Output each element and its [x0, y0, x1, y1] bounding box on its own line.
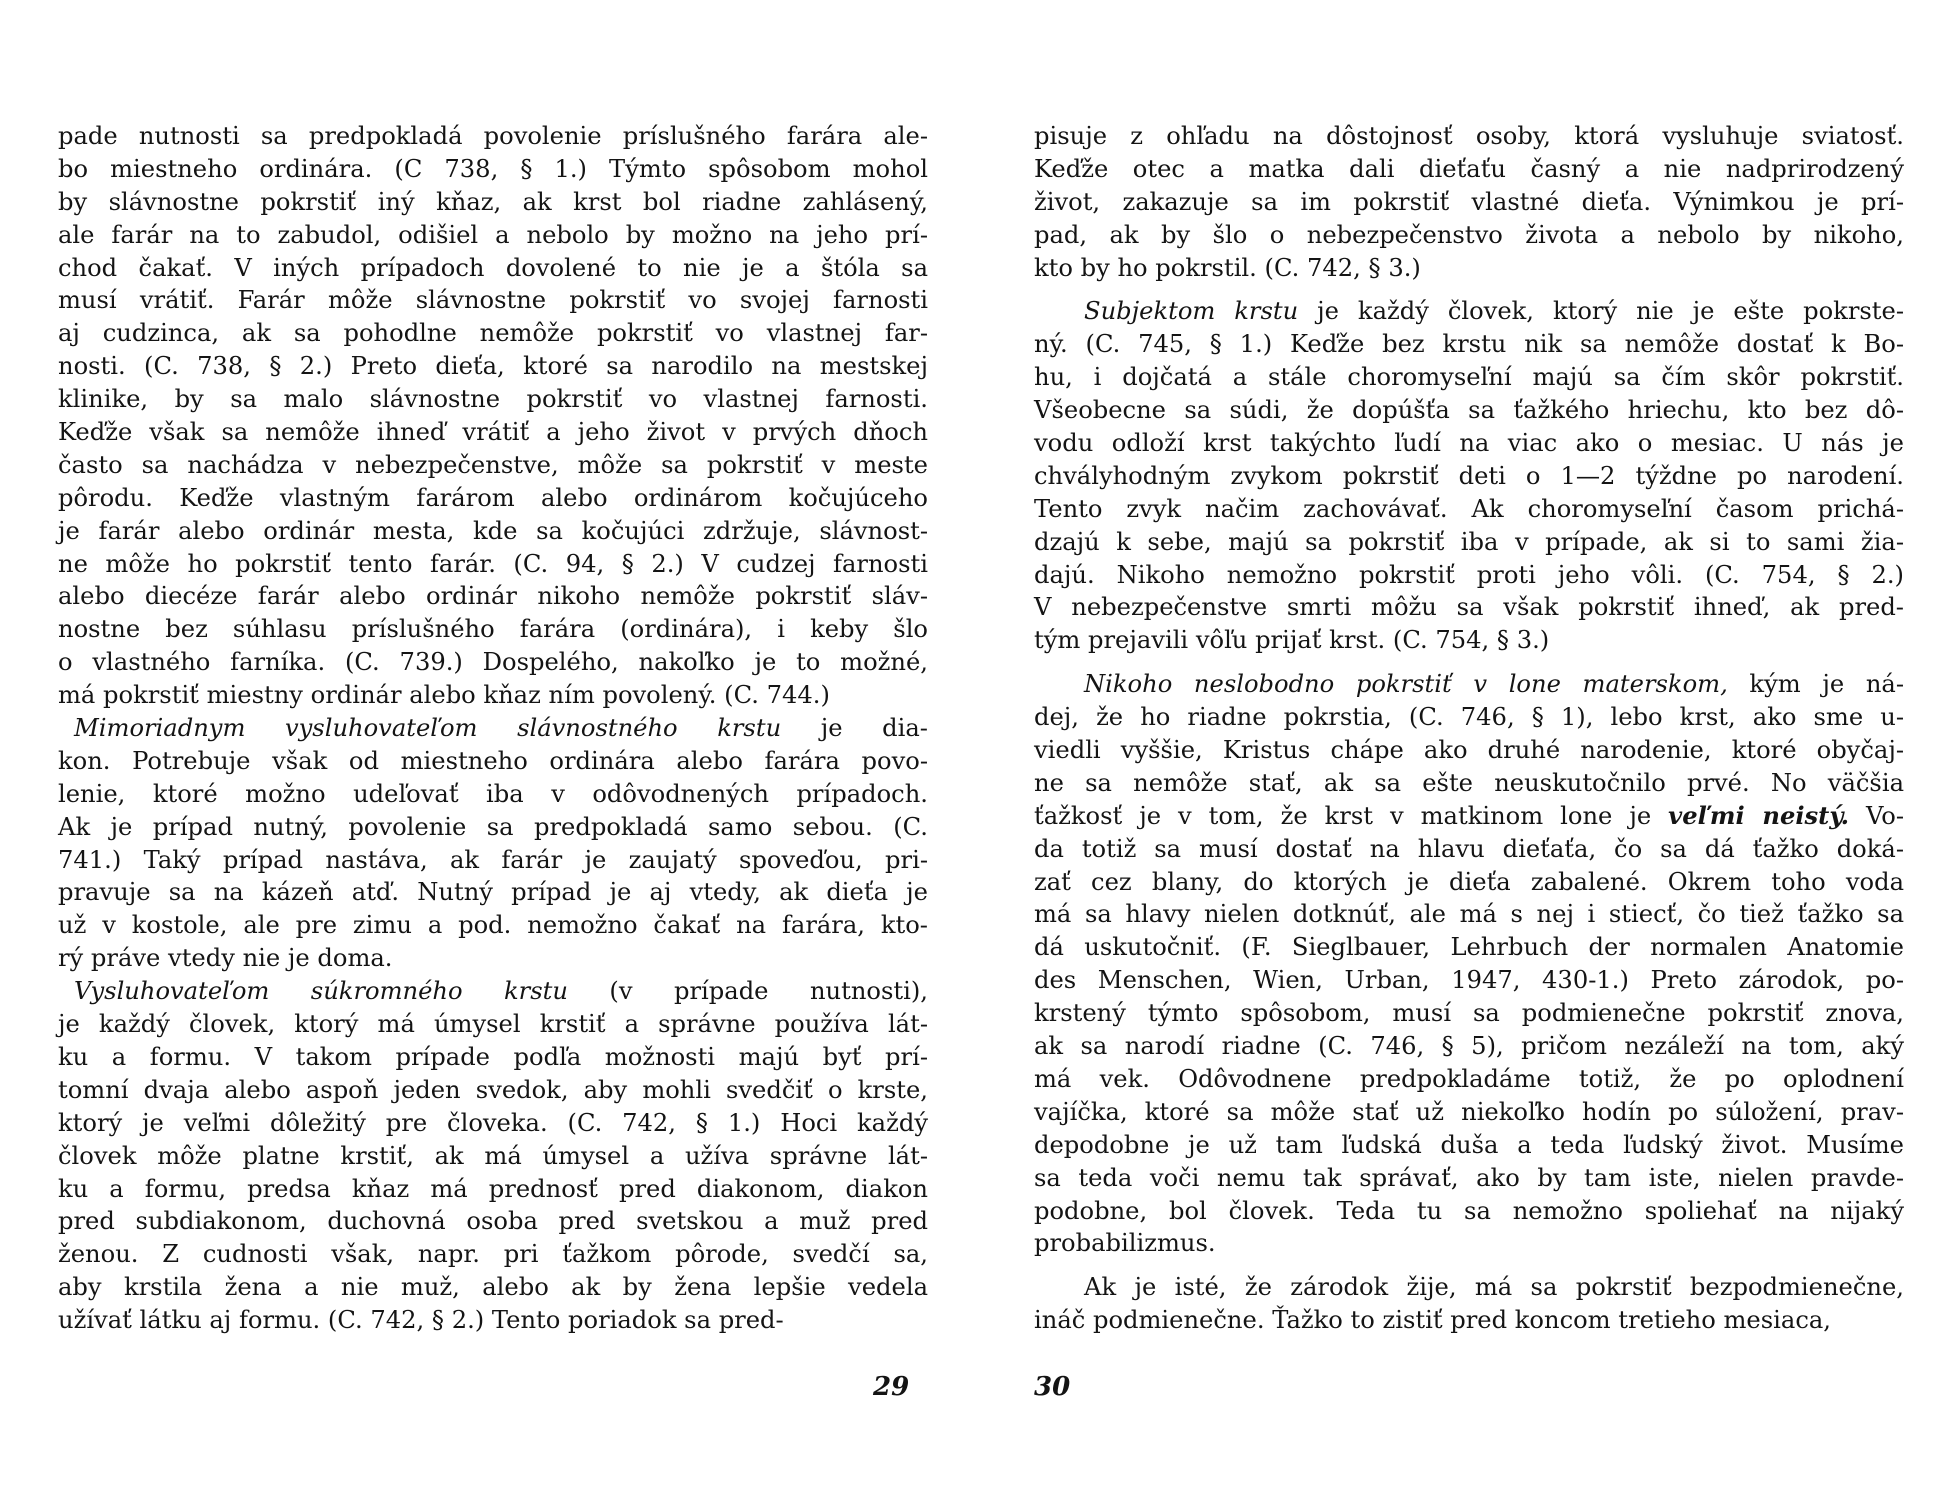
text-line	[1034, 931, 1904, 964]
line-text: aj cudzinca, ak sa pohodlne nemôže pokrstiť vo vlastnej far-	[58, 319, 928, 348]
text-line	[1034, 252, 1904, 285]
text-line	[1034, 1304, 1904, 1337]
text-line	[58, 350, 928, 383]
emphasized-text: veľmi neistý.	[1668, 800, 1850, 830]
text-line	[58, 1074, 928, 1107]
emphasized-text: Nikoho neslobodno pokrstiť v lone materskom,	[1084, 670, 1728, 699]
line-text: probabilizmus.	[1034, 1229, 1216, 1258]
line-text: chod čakať. V iných prípadoch dovolené to nie je a štóla sa	[58, 253, 928, 282]
left-page	[58, 120, 928, 1337]
text-line	[1034, 559, 1904, 592]
line-text: ne môže ho pokrstiť tento farár. (C. 94, § 2.) V cudzej farnosti	[58, 549, 928, 578]
line-text: lenie, ktoré možno udeľovať iba v odôvodnených prípadoch.	[58, 779, 928, 808]
line-text: je dia-	[781, 714, 928, 743]
text-line	[1034, 767, 1904, 800]
line-text: Tento zvyk načim zachovávať. Ak choromyseľní časom prichá-	[1034, 494, 1904, 523]
line-text: ináč podmienečne. Ťažko to zistiť pred koncom tretieho mesiaca,	[1034, 1306, 1831, 1335]
text-line	[58, 548, 928, 581]
text-line	[1034, 1195, 1904, 1228]
text-line	[1034, 701, 1904, 734]
line-text: podobne, bol človek. Teda tu sa nemožno spoliehať na nijaký	[1034, 1196, 1904, 1225]
line-text: ný. (C. 745, § 1.) Keďže bez krstu nik sa nemôže dostať k Bo-	[1034, 330, 1904, 359]
line-text: Keďže otec a matka dali dieťaťu časný a nie nadprirodzený	[1034, 154, 1904, 183]
line-text: aby krstila žena a nie muž, alebo ak by žena lepšie vedela	[58, 1273, 928, 1302]
line-text: rý práve vtedy nie je doma.	[58, 944, 393, 973]
line-text: pravuje sa na kázeň atď. Nutný prípad je aj vtedy, ak dieťa je	[58, 878, 928, 907]
text-line	[58, 909, 928, 942]
line-text: klinike, by sa malo slávnostne pokrstiť vo vlastnej farnosti.	[58, 385, 928, 414]
line-text: ku a formu, predsa kňaz má prednosť pred diakonom, diakon	[58, 1174, 928, 1203]
text-line	[1034, 186, 1904, 219]
line-text: Ak je isté, že zárodok žije, má sa pokrstiť bezpodmienečne,	[1084, 1273, 1904, 1302]
line-text: často sa nachádza v nebezpečenstve, môže sa pokrstiť v meste	[58, 450, 928, 479]
text-line	[58, 1238, 928, 1271]
text-line	[58, 1107, 928, 1140]
line-text: vajíčka, ktoré sa môže stať už niekoľko hodín po súložení, prav-	[1034, 1097, 1904, 1126]
line-text: ale farár na to zabudol, odišiel a nebolo by možno na jeho prí-	[58, 220, 928, 249]
text-line	[1034, 800, 1904, 833]
line-text: Vo-	[1849, 801, 1905, 830]
line-text: pad, ak by šlo o nebezpečenstvo života a nebolo by nikoho,	[1034, 220, 1904, 249]
text-line	[58, 1041, 928, 1074]
line-text: 741.) Taký prípad nastáva, ak farár je zaujatý spoveďou, pri-	[58, 845, 928, 874]
emphasized-text: Subjektom krstu	[1084, 297, 1299, 326]
text-line	[1034, 898, 1904, 931]
line-text: tým prejavili vôľu prijať krst. (C. 754, § 3.)	[1034, 626, 1550, 655]
line-text: vodu odloží krst takýchto ľudí na viac ako o mesiac. U nás je	[1034, 429, 1904, 458]
text-line	[1034, 1162, 1904, 1195]
line-text: má pokrstiť miestny ordinár alebo kňaz ním povolený. (C. 744.)	[58, 681, 830, 710]
line-text: ťažkosť je v tom, že krst v matkinom lone je	[1034, 801, 1669, 830]
text-line	[58, 942, 928, 975]
text-line	[58, 1304, 928, 1337]
line-text: depodobne je už tam ľudská duša a teda ľudský život. Musíme	[1034, 1130, 1904, 1159]
line-text: V nebezpečenstve smrti môžu sa však pokrstiť ihneď, ak pred-	[1034, 593, 1904, 622]
text-line	[58, 186, 928, 219]
line-text: krstený týmto spôsobom, musí sa podmienečne pokrstiť znova,	[1034, 999, 1904, 1028]
text-line	[58, 120, 928, 153]
line-text: by slávnostne pokrstiť iný kňaz, ak krst bol riadne zahlásený,	[58, 187, 928, 216]
line-text: sa teda voči nemu tak správať, ako by tam iste, nielen pravde-	[1034, 1163, 1904, 1192]
text-line	[58, 153, 928, 186]
text-line	[1034, 866, 1904, 899]
text-line	[1034, 1030, 1904, 1063]
line-text: hu, i dojčatá a stále choromyseľní majú sa čím skôr pokrstiť.	[1034, 363, 1904, 392]
text-line	[1034, 328, 1904, 361]
line-text: dzajú k sebe, majú sa pokrstiť iba v prípade, ak si to sami žia-	[1034, 527, 1904, 556]
line-text: pisuje z ohľadu na dôstojnosť osoby, ktorá vysluhuje sviatosť.	[1034, 122, 1904, 150]
text-line	[1034, 427, 1904, 460]
line-text: dej, že ho riadne pokrstia, (C. 746, § 1), lebo krst, ako sme u-	[1034, 703, 1904, 732]
text-line	[1034, 997, 1904, 1030]
text-line	[58, 1008, 928, 1041]
line-text: život, zakazuje sa im pokrstiť vlastné dieťa. Výnimkou je prí-	[1034, 187, 1904, 216]
line-text: ku a formu. V takom prípade podľa možnosti majú byť prí-	[58, 1042, 928, 1071]
line-text: ne sa nemôže stať, ak sa ešte neuskutočnilo prvé. No väčšia	[1034, 768, 1904, 797]
line-text: dajú. Nikoho nemožno pokrstiť proti jeho vôli. (C. 754, § 2.)	[1034, 560, 1904, 589]
text-line	[58, 876, 928, 909]
line-text: je každý človek, ktorý má úmysel krstiť a správne používa lát-	[58, 1010, 928, 1039]
line-text: pred subdiakonom, duchovná osoba pred svetskou a muž pred	[58, 1207, 928, 1236]
right-page-number: 30	[1034, 1372, 1071, 1402]
line-text: kto by ho pokrstil. (C. 742, § 3.)	[1034, 253, 1421, 282]
line-text: kým je ná-	[1727, 670, 1904, 699]
text-line	[1034, 394, 1904, 427]
text-line	[58, 778, 928, 811]
line-text: má sa hlavy nielen dotknúť, ale má s nej i stiecť, čo tiež ťažko sa	[1034, 900, 1904, 929]
line-text: je každý človek, ktorý nie je ešte pokrste-	[1298, 297, 1904, 326]
text-line	[1034, 219, 1904, 252]
line-text: tomní dvaja alebo aspoň jeden svedok, aby mohli svedčiť o krste,	[58, 1075, 928, 1104]
line-text: alebo diecéze farár alebo ordinár nikoho nemôže pokrstiť sláv-	[58, 582, 928, 611]
line-text: nostne bez súhlasu príslušného farára (ordinára), i keby šlo	[58, 615, 928, 644]
text-line	[1034, 1129, 1904, 1162]
line-text: nosti. (C. 738, § 2.) Preto dieťa, ktoré sa narodilo na mestskej	[58, 352, 928, 381]
text-line	[1034, 120, 1904, 153]
line-text: je farár alebo ordinár mesta, kde sa kočujúci zdržuje, slávnost-	[58, 516, 928, 545]
text-line	[58, 219, 928, 252]
line-text: musí vrátiť. Farár môže slávnostne pokrstiť vo svojej farnosti	[58, 286, 928, 315]
text-line	[1034, 734, 1904, 767]
text-line	[58, 646, 928, 679]
line-text: pade nutnosti sa predpokladá povolenie príslušného farára ale-	[58, 122, 928, 150]
text-line	[1034, 591, 1904, 624]
line-text: ženou. Z cudnosti však, napr. pri ťažkom pôrode, svedčí sa,	[58, 1240, 928, 1269]
text-line	[1034, 668, 1904, 701]
line-text: Všeobecne sa súdi, že dopúšťa sa ťažkého hriechu, kto bez dô-	[1034, 396, 1904, 425]
right-page	[1034, 120, 1904, 1337]
text-line	[1034, 526, 1904, 559]
text-line	[58, 482, 928, 515]
text-line	[58, 745, 928, 778]
line-text: kon. Potrebuje však od miestneho ordinára alebo farára povo-	[58, 746, 928, 775]
text-line	[1034, 1063, 1904, 1096]
line-text: da totiž sa musí dostať na hlavu dieťaťa, čo sa dá ťažko doká-	[1034, 834, 1904, 863]
text-line	[58, 613, 928, 646]
line-text: pôrodu. Keďže vlastným farárom alebo ordinárom kočujúceho	[58, 483, 928, 512]
text-line	[58, 811, 928, 844]
text-line	[58, 1205, 928, 1238]
text-line	[1034, 153, 1904, 186]
text-line	[58, 252, 928, 285]
text-line	[58, 317, 928, 350]
line-text: Keďže však sa nemôže ihneď vrátiť a jeho život v prvých dňoch	[58, 418, 928, 447]
line-text: užívať látku aj formu. (C. 742, § 2.) Tento poriadok sa pred-	[58, 1306, 784, 1335]
line-text: zať cez blany, do ktorých je dieťa zabalené. Okrem toho voda	[1034, 867, 1904, 896]
text-line	[1034, 1227, 1904, 1260]
text-line	[58, 416, 928, 449]
text-line	[1034, 833, 1904, 866]
text-line	[1034, 964, 1904, 997]
text-line	[1034, 1271, 1904, 1304]
text-line	[58, 383, 928, 416]
line-text: o vlastného farníka. (C. 739.) Dospelého, nakoľko je to možné,	[58, 648, 928, 677]
line-text: ktorý je veľmi dôležitý pre človeka. (C. 742, § 1.) Hoci každý	[58, 1108, 928, 1137]
line-text: Ak je prípad nutný, povolenie sa predpokladá samo sebou. (C.	[58, 812, 928, 841]
text-line	[1034, 493, 1904, 526]
text-line	[58, 515, 928, 548]
text-line	[58, 284, 928, 317]
left-page-number: 29	[873, 1372, 910, 1402]
emphasized-text: Mimoriadnym vysluhovateľom slávnostného krstu	[74, 714, 782, 743]
text-line	[1034, 295, 1904, 328]
line-text: chvályhodným zvykom pokrstiť deti o 1—2 týždne po narodení.	[1034, 461, 1904, 490]
text-line	[58, 975, 928, 1008]
emphasized-text: Vysluhovateľom súkromného krstu	[74, 977, 568, 1006]
text-line	[1034, 1096, 1904, 1129]
line-text: dá uskutočniť. (F. Sieglbauer, Lehrbuch der normalen Anatomie	[1034, 933, 1904, 962]
text-line	[58, 844, 928, 877]
text-line	[58, 1140, 928, 1173]
line-text: človek môže platne krstiť, ak má úmysel a užíva správne lát-	[58, 1141, 928, 1170]
text-line	[58, 449, 928, 482]
text-line	[58, 679, 928, 712]
line-text: ak sa narodí riadne (C. 746, § 5), pričom nezáleží na tom, aký	[1034, 1032, 1904, 1061]
text-line	[1034, 624, 1904, 657]
text-line	[58, 1271, 928, 1304]
text-line	[58, 1173, 928, 1206]
line-text: má vek. Odôvodnene predpokladáme totiž, že po oplodnení	[1034, 1064, 1904, 1093]
line-text: už v kostole, ale pre zimu a pod. nemožno čakať na farára, kto-	[58, 911, 928, 940]
text-line	[58, 580, 928, 613]
text-line	[1034, 460, 1904, 493]
text-line	[58, 712, 928, 745]
line-text: bo miestneho ordinára. (C 738, § 1.) Týmto spôsobom mohol	[58, 154, 928, 183]
line-text: viedli vyššie, Kristus chápe ako druhé narodenie, ktoré obyčaj-	[1034, 736, 1904, 765]
line-text: des Menschen, Wien, Urban, 1947, 430-1.) Preto zárodok, po-	[1034, 966, 1904, 995]
line-text: (v prípade nutnosti),	[567, 977, 928, 1006]
text-line	[1034, 361, 1904, 394]
